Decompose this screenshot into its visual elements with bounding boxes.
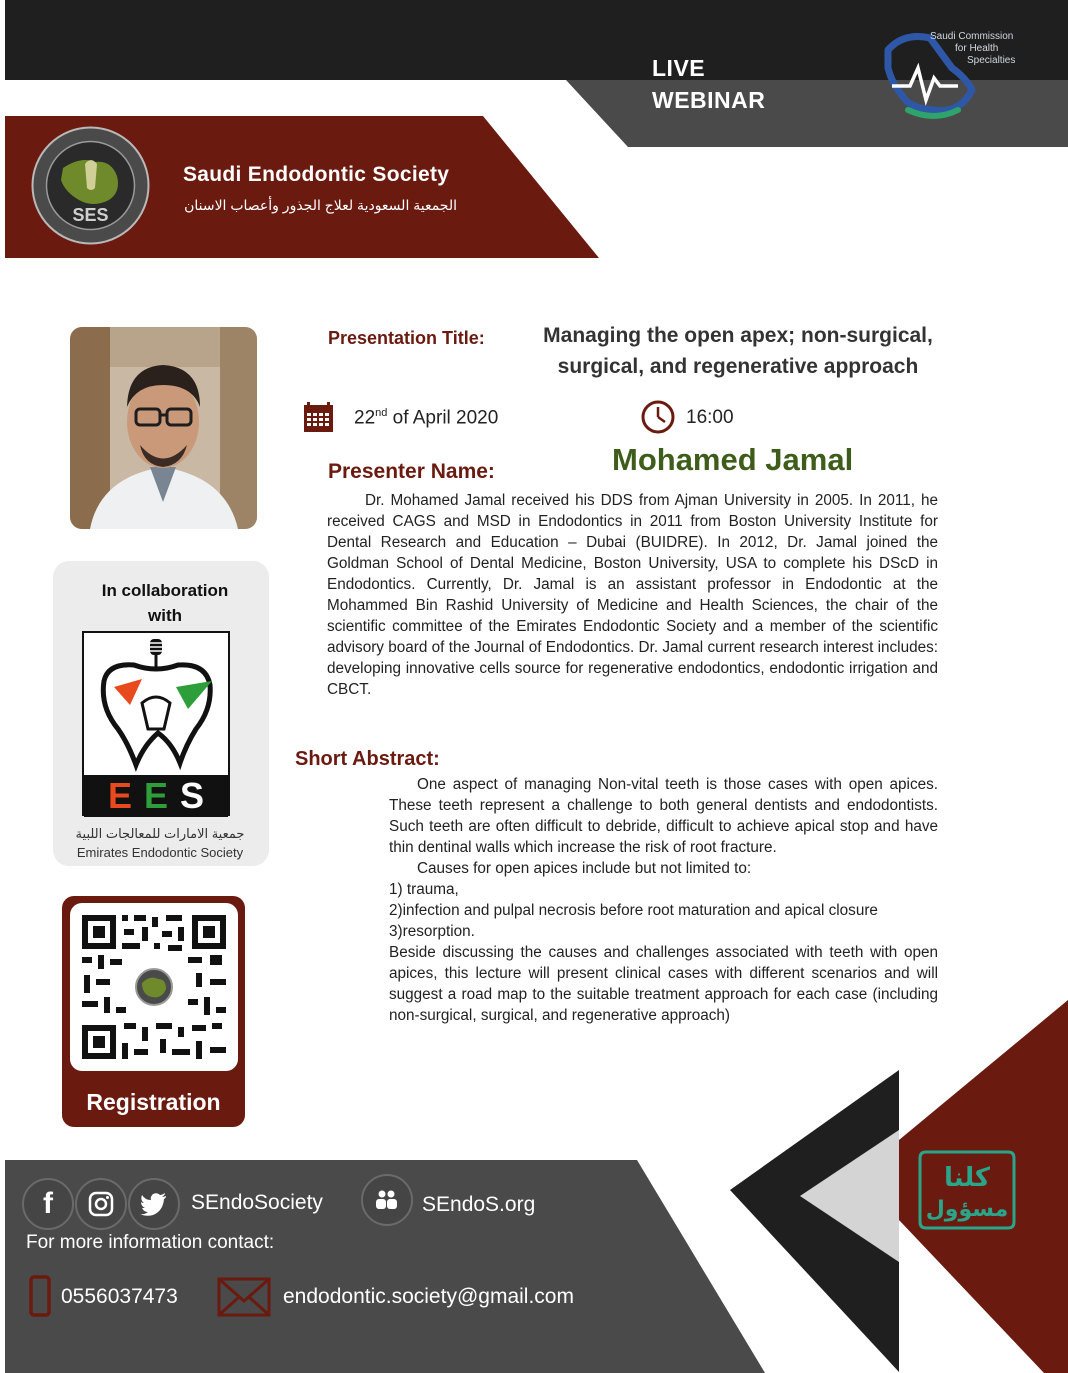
svg-text:مسؤول: مسؤول — [925, 1197, 1009, 1222]
phone-icon — [29, 1275, 51, 1317]
ees-tooth-icon — [84, 633, 228, 775]
twitter-icon[interactable] — [128, 1178, 180, 1230]
phone-number[interactable]: 0556037473 — [61, 1285, 178, 1308]
ees-name-arabic: جمعية الامارات للمعالجات اللبية — [75, 826, 245, 841]
abstract-list-item: 3)resorption. — [389, 923, 475, 940]
collaboration-title: In collaboration with — [101, 581, 229, 625]
presenter-photo — [70, 327, 257, 529]
facebook-icon[interactable]: f — [22, 1178, 74, 1230]
abstract-paragraph-2: Causes for open apices include but not limited to: — [417, 860, 752, 877]
registration-label[interactable]: Registration — [86, 1089, 221, 1115]
kolona-masool-logo — [916, 1146, 1018, 1234]
registration-qr-code[interactable] — [70, 903, 238, 1071]
ses-logo-icon — [31, 126, 150, 245]
ees-letters — [84, 775, 228, 817]
email-address[interactable]: endodontic.society@gmail.com — [283, 1285, 574, 1308]
presentation-title: Managing the open apex; non-surgical, surgical, and regenerative approach — [543, 324, 933, 378]
more-info-label: For more information contact: — [26, 1232, 275, 1253]
event-date: 22nd of April 2020 — [354, 407, 499, 429]
abstract-text — [389, 774, 938, 1026]
society-name-arabic: الجمعية السعودية لعلاج الجذور وأعصاب الاسنان — [184, 197, 457, 213]
abstract-paragraph-1: One aspect of managing Non-vital teeth is those cases with open apices. These teeth represent a challenge to both general dentists and endodontists. Such teeth are often difficult to debride, difficult to achieve apical stop and have thin dentinal walls which increase the risk of root fracture. — [389, 776, 938, 856]
clock-icon — [641, 400, 675, 434]
ees-name-english: Emirates Endodontic Society — [76, 845, 244, 860]
abstract-list-item: 2)infection and pulpal necrosis before root maturation and apical closure — [389, 902, 878, 919]
ees-letter-e1: E — [107, 775, 132, 816]
calendar-icon — [303, 402, 334, 433]
svg-text:SES: SES — [72, 205, 109, 225]
website-icon[interactable] — [361, 1174, 413, 1226]
presenter-name-label: Presenter Name: — [328, 460, 495, 483]
ees-letter-e2: E — [143, 775, 168, 816]
abstract-list-item: 1) trauma, — [389, 881, 459, 898]
qr-code-icon — [70, 903, 238, 1071]
live-webinar-label: LIVE WEBINAR — [652, 55, 766, 113]
presentation-title-label: Presentation Title: — [328, 328, 485, 348]
email-icon — [217, 1277, 271, 1317]
social-handle[interactable]: SEndoSociety — [191, 1191, 323, 1214]
ees-letter-s: S — [180, 775, 205, 816]
presenter-bio: Dr. Mohamed Jamal received his DDS from Ajman University in 2005. In 2011, he received CAGS and MSD in Endodontics in 2011 from Boston University Institute for Dental Research and Education – Dubai (BUIDRE). In 2012, Dr. Jamal joined the Goldman School of Dental Medicine, Boston University, USA to complete his DScD in Endodontics. Currently, Dr. Jamal is an assistant professor in Endodontic at the Mohammed Bin Rashid University of Medicine and Health Sciences, the chair of the scientific committee of the Emirates Endodontic Society and a member of the scientific advisory board of the Journal of Endodontics. Dr. Jamal current research interest includes: developing innovative cells source for regenerative endodontics, endodontic irrigation and CBCT. — [327, 492, 938, 698]
abstract-label: Short Abstract: — [295, 748, 440, 770]
svg-text:كلنا: كلنا — [943, 1163, 991, 1193]
society-name: Saudi Endodontic Society — [183, 163, 450, 186]
scfhs-text: Saudi Commission for Health Specialties — [930, 31, 1016, 66]
event-time: 16:00 — [686, 407, 734, 428]
instagram-icon[interactable] — [75, 1178, 127, 1230]
presenter-name: Mohamed Jamal — [612, 442, 854, 477]
website-link[interactable]: SEndoS.org — [422, 1193, 536, 1216]
abstract-paragraph-3: Beside discussing the causes and challenges associated with teeth with open apices, this lecture will present clinical cases with different scenarios and will suggest a road map to the suitable treatment approach for each case (including non-surgical, surgical, and regenerative approach) — [389, 944, 938, 1024]
